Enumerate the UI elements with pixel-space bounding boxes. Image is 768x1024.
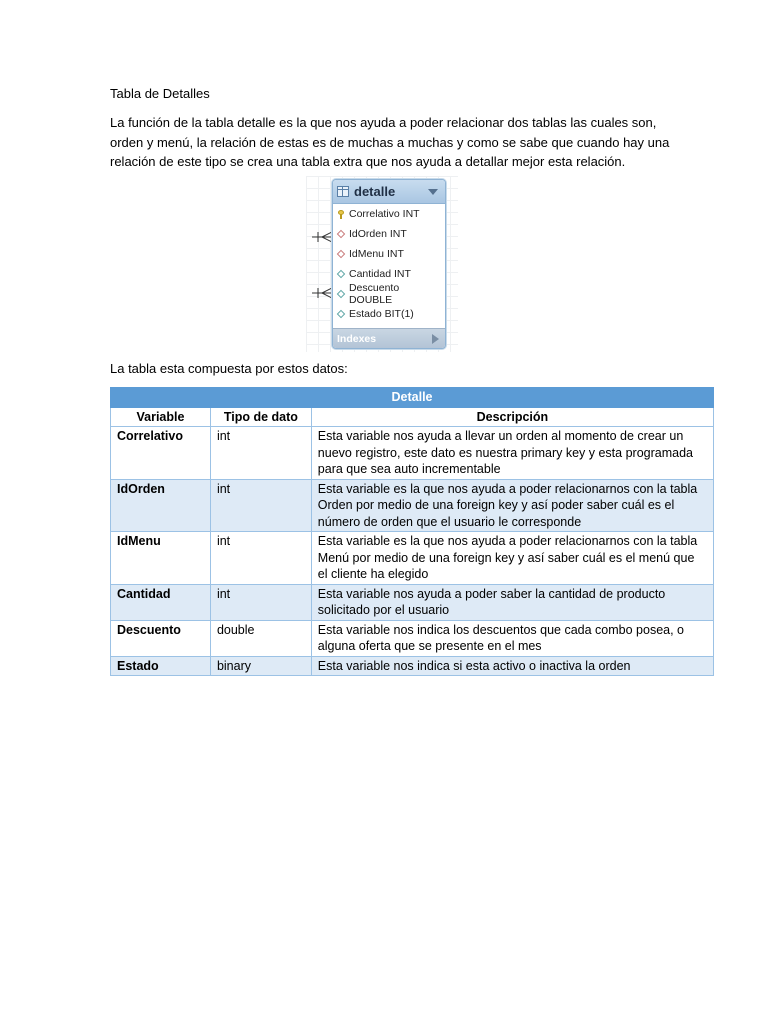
cell-tipo: double xyxy=(210,620,311,656)
table-row xyxy=(111,532,714,585)
cell-variable: Estado xyxy=(111,656,211,676)
cell-descripcion: Esta variable es la que nos ayuda a poder relacionarnos con la tabla Menú por medio de una foreign key y así saber cuál es el menú que el cliente ha elegido xyxy=(311,532,713,585)
er-column xyxy=(333,264,445,284)
er-column-label: Cantidad INT xyxy=(349,268,411,280)
table-title: Detalle xyxy=(111,388,714,408)
er-column xyxy=(333,204,445,224)
er-indexes-bar xyxy=(333,328,445,348)
cell-descripcion: Esta variable nos ayuda a poder saber la cantidad de producto solicitado por el usuario xyxy=(311,584,713,620)
detalle-table xyxy=(110,387,714,676)
er-column xyxy=(333,304,445,324)
key-icon xyxy=(337,210,346,219)
table-caption: La tabla esta compuesta por estos datos: xyxy=(110,361,348,376)
cell-tipo: int xyxy=(210,532,311,585)
cell-variable: IdMenu xyxy=(111,532,211,585)
expand-triangle-icon xyxy=(432,334,439,344)
cell-descripcion: Esta variable es la que nos ayuda a poder relacionarnos con la tabla Orden por medio de una foreign key y así poder saber cuál es el número de orden que el usuario le corresponde xyxy=(311,479,713,532)
column-header: Tipo de dato xyxy=(210,407,311,427)
er-indexes-label: Indexes xyxy=(337,332,377,345)
cell-variable: Descuento xyxy=(111,620,211,656)
cell-tipo: binary xyxy=(210,656,311,676)
er-diagram xyxy=(306,176,458,352)
intro-paragraph: La función de la tabla detalle es la que nos ayuda a poder relacionar dos tablas las cuales son, orden y menú, la relación de estas es de muchas a muchas y como se sabe que cuando hay una relación de este tipo se crea una tabla extra que nos ayuda a detallar mejor esta relación. xyxy=(110,115,670,169)
table-row xyxy=(111,656,714,676)
table-row xyxy=(111,479,714,532)
cell-tipo: int xyxy=(210,427,311,480)
cell-tipo: int xyxy=(210,479,311,532)
er-column-label: Estado BIT(1) xyxy=(349,308,414,320)
er-entity-header xyxy=(333,180,445,204)
cell-descripcion: Esta variable nos ayuda a llevar un orden al momento de crear un nuevo registro, este dato es nuestra primary key y esta programada para que sea auto incrementable xyxy=(311,427,713,480)
cell-variable: Cantidad xyxy=(111,584,211,620)
diamond-icon xyxy=(337,250,346,259)
table-icon xyxy=(337,186,349,197)
table-header-row xyxy=(111,407,714,427)
cell-descripcion: Esta variable nos indica si esta activo o inactiva la orden xyxy=(311,656,713,676)
er-column xyxy=(333,244,445,264)
er-entity-detalle xyxy=(332,179,446,349)
diamond-icon xyxy=(337,230,346,239)
cell-variable: Correlativo xyxy=(111,427,211,480)
crowfoot-icon xyxy=(312,232,332,242)
cell-descripcion: Esta variable nos indica los descuentos que cada combo posea, o alguna oferta que se presente en el mes xyxy=(311,620,713,656)
cell-tipo: int xyxy=(210,584,311,620)
column-header: Variable xyxy=(111,407,211,427)
crowfoot-icon xyxy=(312,288,332,298)
er-column-list xyxy=(333,204,445,324)
diamond-icon xyxy=(337,270,346,279)
diamond-icon xyxy=(337,290,346,299)
er-column-label: Correlativo INT xyxy=(349,208,420,220)
column-header: Descripción xyxy=(311,407,713,427)
table-row xyxy=(111,427,714,480)
cell-variable: IdOrden xyxy=(111,479,211,532)
er-column xyxy=(333,224,445,244)
collapse-triangle-icon xyxy=(428,189,438,195)
diamond-icon xyxy=(337,310,346,319)
er-entity-name: detalle xyxy=(354,184,396,199)
table-row xyxy=(111,620,714,656)
table-title-row xyxy=(111,388,714,408)
er-column-label: IdMenu INT xyxy=(349,248,404,260)
section-heading: Tabla de Detalles xyxy=(110,86,210,101)
table-row xyxy=(111,584,714,620)
er-column xyxy=(333,284,445,304)
er-column-label: Descuento DOUBLE xyxy=(348,282,400,306)
er-column-label: IdOrden INT xyxy=(349,228,407,240)
